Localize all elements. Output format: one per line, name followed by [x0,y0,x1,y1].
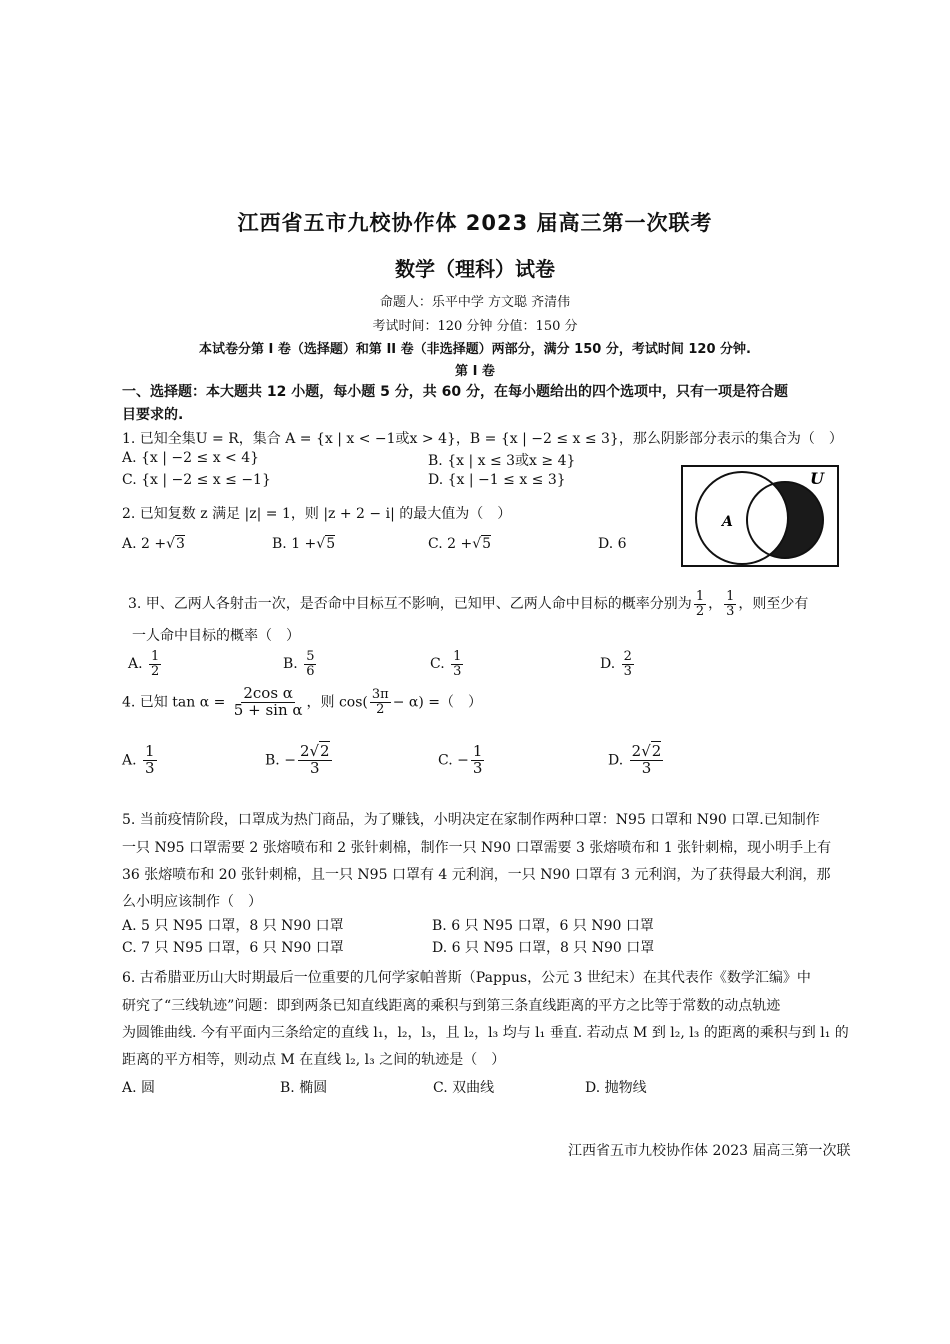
q4-option-a [122,744,159,777]
q3-a-num: 1 [151,649,160,664]
q3-p1-den: 2 [695,603,705,619]
set-a-circle [696,472,788,564]
q1-option-d: D. {x | −1 ≤ x ≤ 3} [428,472,566,488]
page-footer: 江西省五市九校协作体 2023 届高三第一次联 [568,1143,851,1159]
q3-a-label: A. [128,656,143,673]
q3-option-b [283,650,318,678]
q1-option-a: A. {x | −2 ≤ x < 4} [122,450,260,466]
q3-d-num: 2 [623,649,632,664]
q5-option-a: A. 5 只 N95 口罩，8 只 N90 口罩 [122,918,344,934]
q4-a-den: 3 [145,758,155,777]
q4-option-b: B. − $\frac{2√2}{3}$ [265,742,330,777]
q3-b-den: 6 [306,663,315,679]
q4-b-den: 3 [309,758,320,777]
q4-arg-den: 2 [376,701,385,717]
venn-diagram [680,464,840,568]
q3-a-den: 2 [151,663,160,679]
q4-c-den: 3 [472,758,483,777]
time-score: 考试时间：120 分钟 分值：150 分 [372,319,578,334]
q4-d-label: D. [608,752,624,769]
q3-option-c [430,650,465,678]
q2-b-int: 1 + [291,536,317,552]
q3-d-den: 3 [623,663,632,679]
q4-d-num-int: 2 [631,742,642,760]
q1-stem: 1. 已知全集U = R，集合 A = {x | x < −1或x > 4}，B = {x | −2 ≤ x ≤ 3}，那么阴影部分表示的集合为（ ） [122,431,843,447]
q2-c-int: 2 + [447,536,473,552]
q2-option-b: B. 1 +√5 [272,536,336,552]
q2-option-a: A. 2 +√3 [122,536,185,552]
q2-option-d: D. 6 [598,536,627,552]
q4-a-label: A. [122,752,137,769]
q4-stem-a: 4. 已知 tan α = [122,694,226,711]
q4-c-label: C. [438,752,453,769]
authors: 命题人：乐平中学 方文聪 齐清伟 [379,295,571,310]
q4-b-num-rad: 2 [320,742,330,760]
section-heading-line1: 一、选择题：本大题共 12 小题，每小题 5 分，共 60 分，在每小题给出的四个选项中，只有一项是符合题 [122,384,788,400]
q2-b-rad: 5 [326,536,336,552]
part-title: 第 I 卷 [455,364,495,379]
q5-option-c: C. 7 只 N95 口罩，6 只 N90 口罩 [122,940,344,956]
q2-c-label: C. [428,536,443,552]
q6-line1: 6. 古希腊亚历山大时期最后一位重要的几何学家帕普斯（Pappus，公元 3 世纪末）在其代表作《数学汇编》中 [122,970,811,986]
q3-c-num: 1 [453,649,462,664]
q3-c-den: 3 [453,663,462,679]
q5-option-d: D. 6 只 N95 口罩，8 只 N90 口罩 [432,940,655,956]
q4-den: 5 + sin α [233,700,303,719]
q3-stem-line1 [128,590,808,618]
q4-stem-c: − α) =（ ） [392,694,482,711]
q4-option-d: D. $\frac{2√2}{3}$ [608,742,662,777]
instructions: 本试卷分第 I 卷（选择题）和第 II 卷（非选择题）两部分，满分 150 分，考试时间 120 分钟. [199,342,751,357]
q2-option-c: C. 2 +√5 [428,536,492,552]
q2-b-label: B. [272,536,287,552]
q6-option-b: B. 椭圆 [280,1080,328,1096]
q2-c-rad: 5 [482,536,492,552]
q3-b-num: 5 [306,649,315,664]
q4-c-sign: − [457,752,469,769]
q6-line4: 距离的平方相等，则动点 M 在直线 l₂, l₃ 之间的轨迹是（ ） [122,1052,506,1068]
q4-b-sign: − [284,752,296,769]
q3-d-label: D. [600,656,616,673]
q6-option-a: A. 圆 [122,1080,156,1096]
q4-c-num: 1 [472,742,483,760]
q6-option-d: D. 抛物线 [585,1080,647,1096]
q2-a-rad: 3 [176,536,185,552]
q3-stem-b: ，则至少有 [738,596,809,613]
q4-num: 2cos α [243,684,293,702]
q3-option-d [600,650,636,678]
q1-option-b: B. {x | x ≤ 3或x ≥ 4} [428,453,576,469]
q4-arg-num: 3π [371,687,389,703]
q5-option-b: B. 6 只 N95 口罩，6 只 N90 口罩 [432,918,654,934]
q6-option-c: C. 双曲线 [433,1080,495,1096]
q4-stem-b: ，则 cos( [306,694,368,711]
q5-line4: 么小明应该制作（ ） [122,894,262,910]
q6-line3: 为圆锥曲线. 今有平面内三条给定的直线 l₁，l₂，l₃，且 l₂，l₃ 均与 l₁ 垂直. 若动点 M 到 l₂, l₃ 的距离的乘积与到 l₁ 的 [122,1025,849,1041]
q2-a-label: A. [122,536,137,552]
exam-title: 江西省五市九校协作体 2023 届高三第一次联考 [237,211,713,235]
q1-option-c: C. {x | −2 ≤ x ≤ −1} [122,472,271,488]
q2-stem: 2. 已知复数 z 满足 |z| = 1，则 |z + 2 − i| 的最大值为（ ） [122,506,512,522]
q4-stem [122,686,482,719]
q4-a-num: 1 [145,742,155,760]
q2-a-int: 2 + [141,536,167,552]
q4-d-num-rad: 2 [651,742,662,760]
q3-p1-num: 1 [695,589,705,604]
exam-subtitle: 数学（理科）试卷 [395,257,555,281]
q6-line2: 研究了“三线轨迹”问题：即到两条已知直线距离的乘积与到第三条直线距离的平方之比等于常数的动点轨迹 [122,998,781,1014]
set-a-label: A [722,514,733,530]
q3-p1 [694,590,706,618]
q4-b-label: B. [265,752,280,769]
q4-d-den: 3 [641,758,652,777]
q3-option-a [128,650,163,678]
q3-b-label: B. [283,656,298,673]
section-heading-line2: 目要求的. [122,407,184,423]
q3-p2 [724,590,736,618]
q5-line1: 5. 当前疫情阶段，口罩成为热门商品，为了赚钱，小明决定在家制作两种口罩：N95 口罩和 N90 口罩.已知制作 [122,812,820,828]
q3-p2-num: 1 [726,589,735,604]
q4-option-c [438,744,486,777]
q3-stem-a: 3. 甲、乙两人各射击一次，是否命中目标互不影响，已知甲、乙两人命中目标的概率分别为 [128,596,692,613]
q3-c-label: C. [430,656,445,673]
q3-sep: ， [708,596,723,613]
q5-line2: 一只 N95 口罩需要 2 张熔喷布和 2 张针刺棉，制作一只 N90 口罩需要 3 张熔喷布和 1 张针刺棉，现小明手上有 [122,840,832,856]
q5-line3: 36 张熔喷布和 20 张针刺棉，且一只 N95 口罩有 4 元利润，一只 N90 口罩有 3 元利润，为了获得最大利润，那 [122,867,831,883]
q3-stem-c: 一人命中目标的概率（ ） [132,628,300,644]
q3-p2-den: 3 [726,603,735,619]
q4-b-num-int: 2 [299,742,310,760]
universe-label: U [810,469,824,488]
